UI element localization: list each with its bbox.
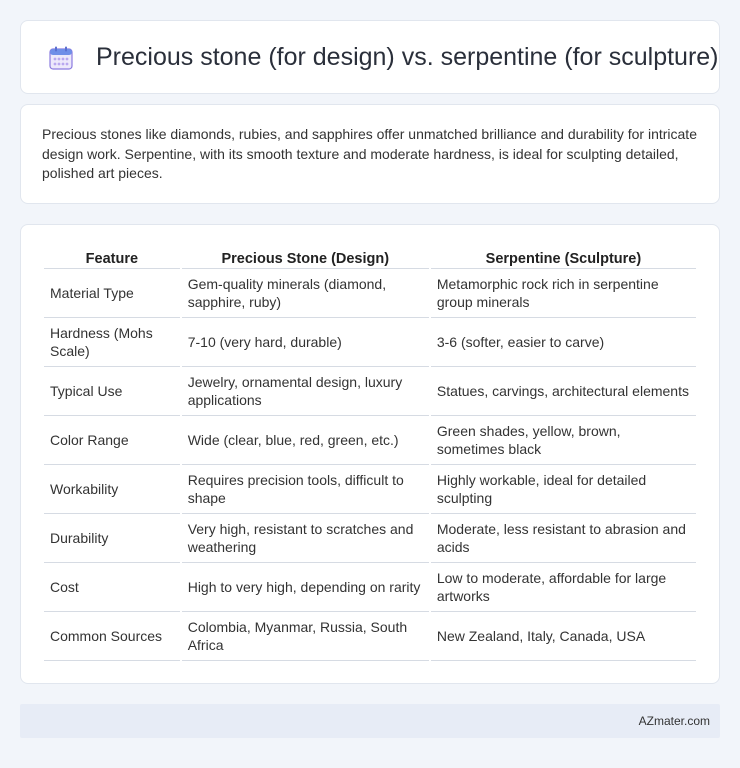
table-row xyxy=(44,318,696,367)
precious-stone-cell: Requires precision tools, difficult to shape xyxy=(182,465,429,514)
feature-cell: Durability xyxy=(44,514,180,563)
footer-bar xyxy=(20,704,720,738)
table-row xyxy=(44,416,696,465)
calendar-icon xyxy=(49,46,73,70)
precious-stone-cell: Colombia, Myanmar, Russia, South Africa xyxy=(182,612,429,661)
precious-stone-cell: Gem-quality minerals (diamond, sapphire, ruby) xyxy=(182,269,429,318)
precious-stone-cell: Very high, resistant to scratches and weathering xyxy=(182,514,429,563)
intro-card xyxy=(20,104,720,204)
serpentine-cell: Moderate, less resistant to abrasion and acids xyxy=(431,514,696,563)
feature-cell: Workability xyxy=(44,465,180,514)
serpentine-cell: Metamorphic rock rich in serpentine group minerals xyxy=(431,269,696,318)
table-row xyxy=(44,269,696,318)
serpentine-cell: Highly workable, ideal for detailed sculpting xyxy=(431,465,696,514)
table-row xyxy=(44,514,696,563)
serpentine-cell: New Zealand, Italy, Canada, USA xyxy=(431,612,696,661)
feature-cell: Typical Use xyxy=(44,367,180,416)
feature-cell: Material Type xyxy=(44,269,180,318)
table-row xyxy=(44,367,696,416)
feature-cell: Cost xyxy=(44,563,180,612)
column-header-precious-stone: Precious Stone (Design) xyxy=(182,243,429,269)
table-row xyxy=(44,612,696,661)
serpentine-cell: 3-6 (softer, easier to carve) xyxy=(431,318,696,367)
serpentine-cell: Green shades, yellow, brown, sometimes black xyxy=(431,416,696,465)
title-card xyxy=(20,20,720,94)
column-header-feature: Feature xyxy=(44,243,180,269)
feature-cell: Common Sources xyxy=(44,612,180,661)
feature-cell: Color Range xyxy=(44,416,180,465)
precious-stone-cell: 7-10 (very hard, durable) xyxy=(182,318,429,367)
comparison-card xyxy=(20,224,720,684)
page-title: Precious stone (for design) vs. serpentine (for sculpture) xyxy=(96,43,719,71)
precious-stone-cell: Jewelry, ornamental design, luxury applications xyxy=(182,367,429,416)
table-header-row xyxy=(44,243,696,269)
intro-paragraph: Precious stones like diamonds, rubies, and sapphires offer unmatched brilliance and durability for intricate design work. Serpentine, with its smooth texture and moderate hardness, is ideal for sculpting detailed, polished art pieces. xyxy=(42,126,697,181)
serpentine-cell: Statues, carvings, architectural elements xyxy=(431,367,696,416)
precious-stone-cell: High to very high, depending on rarity xyxy=(182,563,429,612)
table-row xyxy=(44,465,696,514)
column-header-serpentine: Serpentine (Sculpture) xyxy=(431,243,696,269)
footer-brand: AZmater.com xyxy=(638,714,710,728)
feature-cell: Hardness (Mohs Scale) xyxy=(44,318,180,367)
serpentine-cell: Low to moderate, affordable for large artworks xyxy=(431,563,696,612)
comparison-table xyxy=(42,243,698,661)
precious-stone-cell: Wide (clear, blue, red, green, etc.) xyxy=(182,416,429,465)
table-row xyxy=(44,563,696,612)
